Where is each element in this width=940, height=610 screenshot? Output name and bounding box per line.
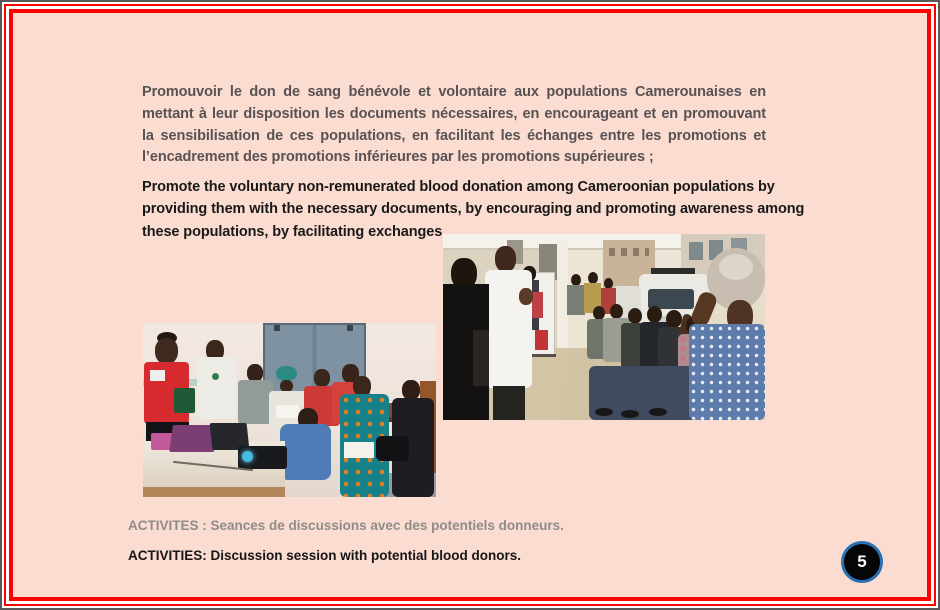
speaker-trousers bbox=[493, 386, 525, 420]
rollup-banner-red bbox=[535, 330, 548, 350]
en-line-1: Promote the voluntary non-remunerated blood donation among Cameroonian populations by bbox=[142, 179, 775, 195]
fr-line-2: mettant à leur disposition les documents nécessaires, en encourageant et en promouvant bbox=[142, 105, 766, 122]
activities-caption-en: ACTIVITIES: Discussion session with potential blood donors. bbox=[128, 548, 522, 563]
mission-paragraph-fr bbox=[142, 82, 766, 169]
green-folder bbox=[174, 388, 195, 413]
seated-4-head bbox=[647, 306, 662, 323]
speaker-hand bbox=[519, 288, 533, 305]
projector-lens bbox=[242, 451, 253, 462]
building-right-window-1 bbox=[689, 242, 703, 260]
black-dress-woman-head bbox=[402, 380, 420, 400]
black-handbag bbox=[376, 436, 409, 461]
en-line-3: these populations, by facilitating exchanges bbox=[142, 223, 443, 240]
seated-3-head bbox=[628, 308, 642, 324]
rollup-banner-base bbox=[528, 354, 556, 357]
activities-caption-fr: ACTIVITES : Seances de discussions avec des potentiels donneurs. bbox=[128, 518, 564, 533]
en-line-2: providing them with the necessary documents, by encouraging and promoting awareness among bbox=[142, 201, 805, 218]
fr-line-1: Promouvoir le don de sang bénévole et volontaire aux populations Camerounaises en bbox=[142, 84, 766, 100]
seated-1-head bbox=[593, 306, 605, 320]
presenter-head bbox=[155, 338, 178, 364]
red-shirt-1-head bbox=[314, 369, 330, 387]
page-number-badge bbox=[841, 541, 883, 583]
print-dress-woman-head bbox=[353, 376, 371, 396]
table-wood-edge bbox=[143, 487, 285, 497]
page-content bbox=[13, 13, 927, 597]
blue-shirt-man-body bbox=[280, 424, 331, 480]
gray-shirt-man-body bbox=[238, 380, 273, 424]
fr-line-3: la sensibilisation de ces populations, en facilitant les échanges entre les promotions et bbox=[142, 127, 766, 144]
presenter-badge bbox=[150, 370, 165, 381]
door-hinge-1 bbox=[274, 325, 280, 331]
building-left-windows bbox=[609, 248, 649, 256]
shoe-1 bbox=[595, 408, 613, 416]
photo-discussion-session bbox=[143, 323, 436, 497]
photo-corridor-awareness-talk bbox=[443, 234, 765, 420]
fr-line-4: l’encadrement des promotions inférieures par les promotions supérieures ; bbox=[142, 149, 654, 166]
notebook bbox=[276, 405, 299, 418]
headwrap-highlight bbox=[719, 254, 753, 280]
chair-back bbox=[473, 330, 489, 386]
bystander-1-body bbox=[567, 285, 585, 315]
headwrap-woman-blue-top bbox=[689, 324, 765, 420]
white-papers bbox=[344, 442, 374, 458]
labcoat-badge-dot bbox=[212, 373, 219, 380]
labcoat-man-coat bbox=[197, 357, 236, 419]
speaker-head bbox=[495, 246, 516, 272]
shoe-3 bbox=[649, 408, 667, 416]
page-number: 5 bbox=[857, 552, 867, 571]
teal-headwrap bbox=[276, 366, 297, 381]
door-hinge-2 bbox=[347, 325, 353, 331]
seated-2-head bbox=[610, 304, 623, 319]
shoe-2 bbox=[621, 410, 639, 418]
